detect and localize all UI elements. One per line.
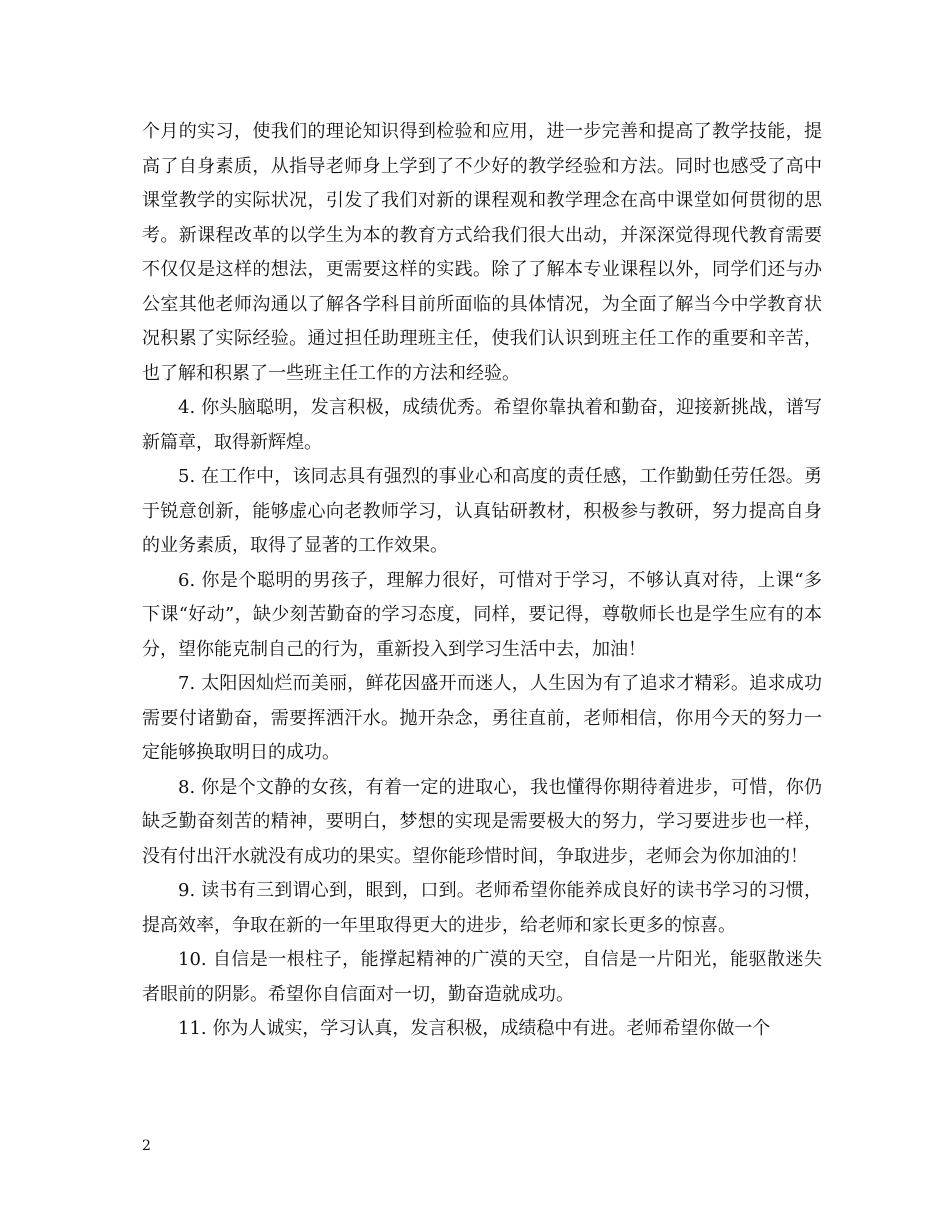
- paragraph-item-6: 6. 你是个聪明的男孩子，理解力很好，可惜对于学习，不够认真对待，上课“多下课“好动”，缺少刻苦勤奋的学习态度，同样，要记得，尊敬师长也是学生应有的本分，望你能克制自己的行为，重新投入到学习生活中去，加油！: [142, 569, 822, 660]
- paragraph-item-7: 7. 太阳因灿烂而美丽，鲜花因盛开而迷人，人生因为有了追求才精彩。追求成功需要付诸勤奋，需要挥洒汗水。抛开杂念，勇往直前，老师相信，你用今天的努力一定能够换取明日的成功。: [142, 673, 822, 763]
- paragraph-item-9: 9. 读书有三到谓心到，眼到，口到。老师希望你能养成良好的读书学习的习惯，提高效率，争取在新的一年里取得更大的进步，给老师和家长更多的惊喜。: [142, 880, 822, 936]
- paragraph-item-5: 5. 在工作中，该同志具有强烈的事业心和高度的责任感，工作勤勤任劳任怨。勇于锐意创新，能够虚心向老教师学习，认真钻研教材，积极参与教研，努力提高自身的业务素质，取得了显著的工作效果。: [142, 466, 822, 556]
- paragraph-item-8: 8. 你是个文静的女孩，有着一定的进取心，我也懂得你期待着进步，可惜，你仍缺乏勤奋刻苦的精神，要明白，梦想的实现是需要极大的努力，学习要进步也一样，没有付出汗水就没有成功的果实。望你能珍惜时间，争取进步，老师会为你加油的！: [142, 776, 822, 867]
- page-number: 2: [142, 1138, 151, 1154]
- paragraph-continuation: 个月的实习，使我们的理论知识得到检验和应用，进一步完善和提高了教学技能，提高了自身素质，从指导老师身上学到了不少好的教学经验和方法。同时也感受了高中课堂教学的实际状况，引发了我们对新的课程观和教学理念在高中课堂如何贯彻的思考。新课程改革的以学生为本的教育方式给我们很大出动，并深深觉得现代教育需要不仅仅是这样的想法，更需要这样的实践。除了了解本专业课程以外，同学们还与办公室其他老师沟通以了解各学科目前所面临的具体情况，为全面了解当今中学教育状况积累了实际经验。通过担任助理班主任，使我们认识到班主任工作的重要和辛苦，也了解和积累了一些班主任工作的方法和经验。: [142, 121, 822, 384]
- paragraph-item-11: 11. 你为人诚实，学习认真，发言积极，成绩稳中有进。老师希望你做一个: [178, 1018, 771, 1039]
- paragraph-item-10: 10. 自信是一根柱子，能撑起精神的广漠的天空，自信是一片阳光，能驱散迷失者眼前的阴影。希望你自信面对一切，勤奋造就成功。: [142, 949, 822, 1005]
- document-body: [142, 115, 822, 1047]
- paragraph-item-4: 4. 你头脑聪明，发言积极，成绩优秀。希望你靠执着和勤奋，迎接新挑战，谱写新篇章，取得新辉煌。: [142, 397, 822, 453]
